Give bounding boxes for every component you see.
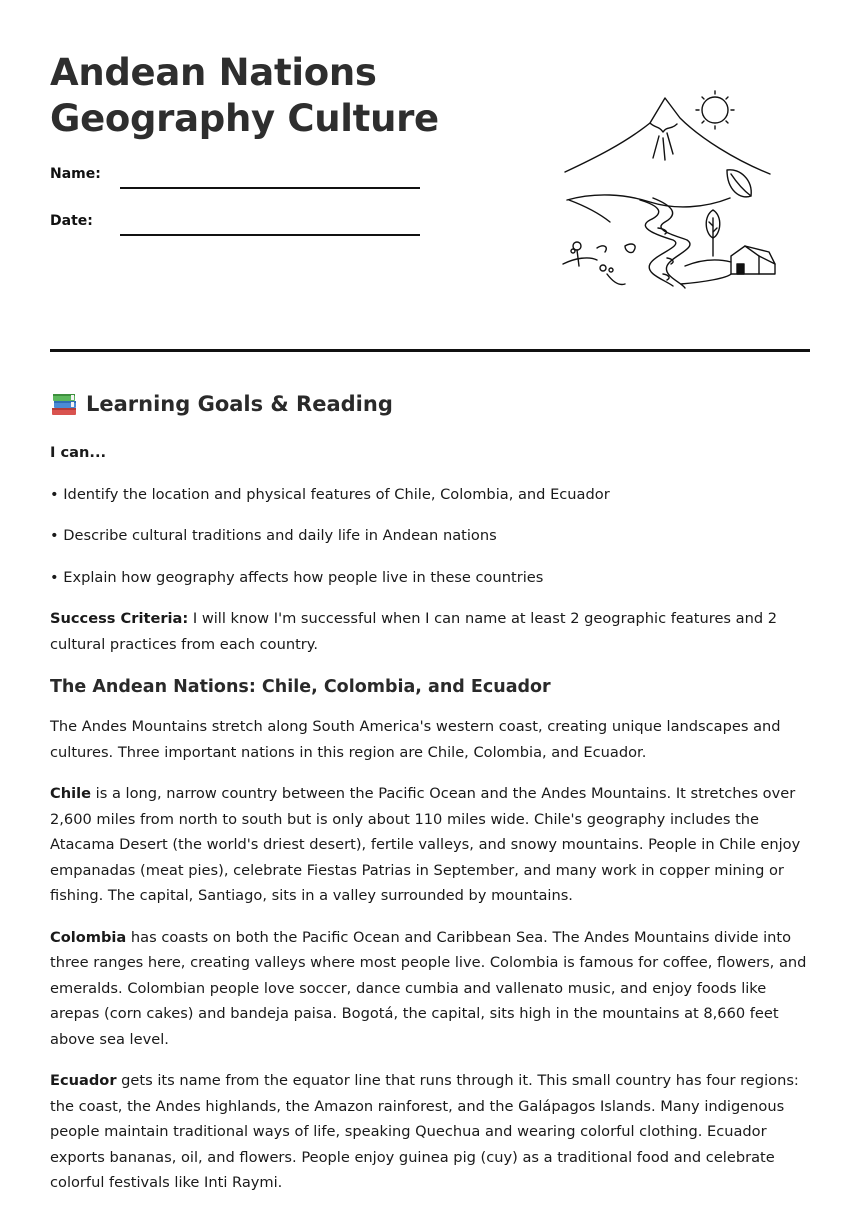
header-divider xyxy=(50,349,810,352)
chile-text: is a long, narrow country between the Pacific Ocean and the Andes Mountains. It stretches over 2,600 miles from north to south but is only about 110 miles wide. Chile's geography includes the Atacama Desert (the world's driest desert), fertile valleys, and snowy mountains. People in Chile enjoy empanadas (meat pies), celebrate Fiestas Patrias in September, and many work in copper mining or fishing. The capital, Santiago, sits in a valley surrounded by mountains. xyxy=(50,785,801,904)
goal-bullet: • Describe cultural traditions and daily life in Andean nations xyxy=(50,527,497,544)
section-heading xyxy=(50,388,810,420)
title-line-1: Andean Nations xyxy=(50,51,377,94)
intro-paragraph: The Andes Mountains stretch along South America's western coast, creating unique landscapes and cultures. Three important nations in this region are Chile, Colombia, and Ecuador. xyxy=(50,718,781,761)
title-line-2: Geography Culture xyxy=(50,97,439,140)
ecuador-name: Ecuador xyxy=(50,1072,117,1089)
ecuador-paragraph xyxy=(50,1068,810,1196)
section-title-text: Learning Goals & Reading xyxy=(86,392,393,416)
success-criteria-label: Success Criteria: xyxy=(50,610,189,627)
name-label: Name: xyxy=(50,166,101,182)
chile-name: Chile xyxy=(50,785,92,802)
ecuador-text: gets its name from the equator line that runs through it. This small country has four regions: the coast, the Andes highlands, the Amazon rainforest, and the Galápagos Islands. Many indigenous people maintain traditional ways of life, speaking Quechua and wearing colorful clothing. Ecuador exports bananas, oil, and flowers. People enjoy guinea pig (cuy) as a traditional food and celebrate colorful festivals like Inti Raymi. xyxy=(50,1072,799,1191)
andes-landscape-illustration xyxy=(555,88,785,298)
date-label: Date: xyxy=(50,213,93,229)
books-icon xyxy=(50,391,78,417)
goal-bullet: • Identify the location and physical features of Chile, Colombia, and Ecuador xyxy=(50,485,610,503)
ican-label: I can... xyxy=(50,444,107,461)
chile-paragraph xyxy=(50,781,810,909)
name-input-line[interactable] xyxy=(120,187,420,189)
goal-bullet: • Explain how geography affects how people live in these countries xyxy=(50,568,544,586)
colombia-paragraph xyxy=(50,925,810,1053)
date-input-line[interactable] xyxy=(120,234,420,236)
colombia-name: Colombia xyxy=(50,928,127,946)
content-area xyxy=(50,388,810,1212)
success-criteria xyxy=(50,606,810,657)
worksheet-title xyxy=(50,50,439,142)
reading-subtitle: The Andean Nations: Chile, Colombia, and Ecuador xyxy=(50,677,551,697)
success-criteria-text: I will know I'm successful when I can name at least 2 geographic features and 2 cultural practices from each country. xyxy=(50,610,778,653)
colombia-text: has coasts on both the Pacific Ocean and Caribbean Sea. The Andes Mountains divide into three ranges here, creating valleys where most people live. Colombia is famous for coffee, flowers, and emeralds. Colombian people love soccer, dance cumbia and vallenato music, and enjoy foods like arepas (corn cakes) and bandeja paisa. Bogotá, the capital, sits high in the mountains at 8,660 feet above sea level. xyxy=(50,928,807,1048)
